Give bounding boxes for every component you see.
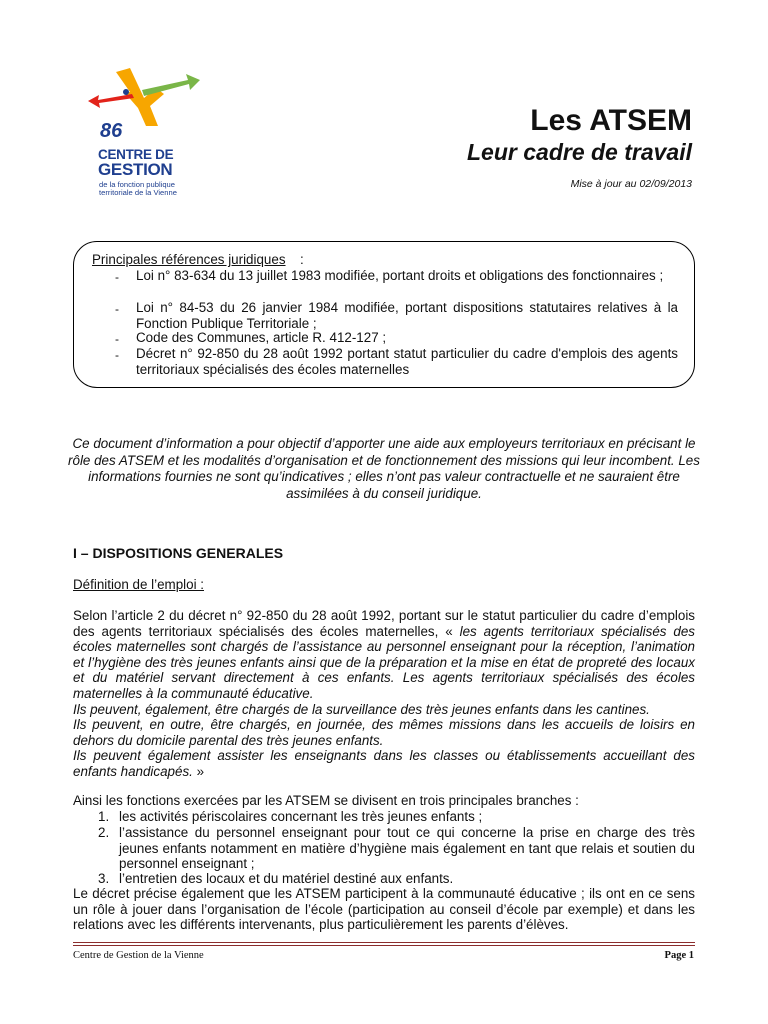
logo bbox=[86, 64, 210, 200]
definition-lead: Selon l’article 2 du décret n° 92-850 du 28 août 1992, portant sur le statut particulier du cadre d’emplois des agents territoriaux spécialisés des écoles maternelles, « bbox=[73, 608, 695, 639]
definition-heading: Définition de l’emploi : bbox=[73, 577, 204, 592]
branch-item: l’assistance du personnel enseignant pour tout ce qui concerne la prise en charge des très jeunes enfants notamment en matière d’hygiène mais également en tant que relais et soutien du personnel enseignant ; bbox=[119, 825, 695, 872]
reference-dash: - bbox=[115, 270, 119, 284]
branch-number: 2. bbox=[98, 825, 110, 840]
definition-quote-2: Ils peuvent, également, être chargés de la surveillance des très jeunes enfants dans les cantines. bbox=[73, 701, 650, 717]
references-title: Principales références juridiques bbox=[92, 252, 286, 267]
reference-dash: - bbox=[115, 348, 119, 362]
update-date: Mise à jour au 02/09/2013 bbox=[570, 178, 692, 190]
footer-organization: Centre de Gestion de la Vienne bbox=[73, 950, 204, 961]
footer-divider-thin bbox=[73, 945, 695, 946]
logo-line-1: CENTRE DE bbox=[98, 147, 174, 162]
page-title: Les ATSEM bbox=[530, 104, 692, 137]
reference-item: Loi n° 84-53 du 26 janvier 1984 modifiée, portant dispositions statutaires relatives à la Fonction Publique Territoriale ; bbox=[136, 300, 678, 331]
reference-item: Loi n° 83-634 du 13 juillet 1983 modifiée, portant droits et obligations des fonctionnaires ; bbox=[136, 268, 664, 283]
references-colon: : bbox=[300, 252, 304, 267]
page-number: Page 1 bbox=[664, 950, 694, 961]
definition-paragraph bbox=[73, 608, 695, 780]
footer-divider bbox=[73, 942, 695, 943]
reference-item: Décret n° 92-850 du 28 août 1992 portant statut particulier du cadre d'emplois des agents territoriaux spécialisés des écoles maternelles bbox=[136, 346, 678, 377]
intro-paragraph: Ce document d’information a pour objectif d’apporter une aide aux employeurs territoriaux en précisant le rôle des ATSEM et les modalités d’organisation et de fonctionnement des missions qui leur incombent. Les informations fournies ne sont qu’indicatives ; elles n’ont pas valeur contractuelle et ne sauraient être assimilées à du conseil juridique. bbox=[68, 436, 700, 501]
branch-number: 1. bbox=[98, 809, 110, 824]
logo-subline-2: territoriale de la Vienne bbox=[99, 188, 177, 197]
branch-item: les activités périscolaires concernant les très jeunes enfants ; bbox=[119, 809, 483, 824]
branch-number: 3. bbox=[98, 871, 110, 886]
definition-quote: les agents territoriaux spécialisés des écoles maternelles sont chargés de l’assistance au personnel enseignant pour la réception, l’animation et l’hygiène des très jeunes enfants ainsi que de la préparation et la mise en état de propreté des locaux et du matériel servant directement à ces enfants. Les agents territoriaux spécialisés des écoles maternelles à la communauté éducative. bbox=[73, 623, 695, 701]
logo-subline-1: de la fonction publique bbox=[99, 180, 175, 189]
definition-quote-3: Ils peuvent, en outre, être chargés, en journée, des mêmes missions dans les accueils de loisirs en dehors du domicile parental des très jeunes enfants. bbox=[73, 717, 695, 748]
closing-paragraph: Le décret précise également que les ATSEM participent à la communauté éducative ; ils ont en ce sens un rôle à jouer dans l’organisation de l’école (participation au conseil d’école par exemple) et dans les relations avec les différents intervenants, plus particulièrement les parents d’élèves. bbox=[73, 886, 695, 933]
logo-line-2: GESTION bbox=[98, 160, 173, 179]
definition-quote-4: Ils peuvent également assister les enseignants dans les classes ou établissements accueillant des enfants handicapés. bbox=[73, 748, 695, 779]
reference-item: Code des Communes, article R. 412-127 ; bbox=[136, 330, 387, 345]
branch-item: l’entretien des locaux et du matériel destiné aux enfants. bbox=[119, 871, 454, 886]
logo-number: 86 bbox=[100, 120, 123, 142]
definition-end: » bbox=[192, 763, 205, 779]
section-heading: I – DISPOSITIONS GENERALES bbox=[73, 545, 284, 561]
page-subtitle: Leur cadre de travail bbox=[467, 139, 692, 165]
reference-dash: - bbox=[115, 302, 119, 316]
branches-intro: Ainsi les fonctions exercées par les ATSEM se divisent en trois principales branches : bbox=[73, 793, 579, 808]
reference-dash: - bbox=[115, 332, 119, 346]
